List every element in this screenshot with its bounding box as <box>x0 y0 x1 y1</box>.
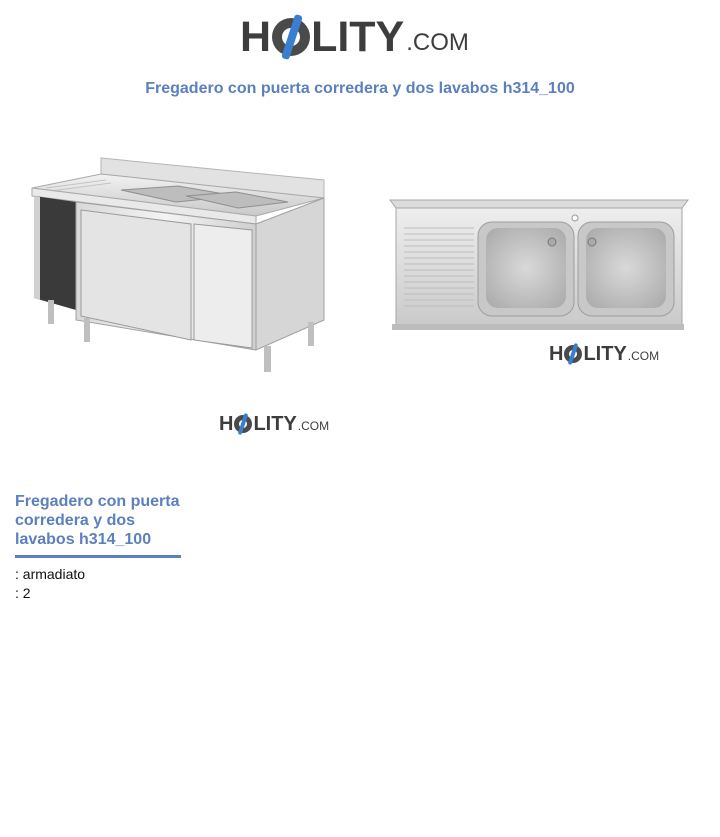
logo-o-icon <box>564 345 582 363</box>
holity-logo-watermark <box>549 344 659 364</box>
logo-letter-h: H <box>219 413 234 435</box>
logo-letter-h: H <box>549 343 564 365</box>
holity-logo[interactable] <box>240 13 469 61</box>
page-title: Fregadero con puerta corredera y dos lavabos h314_100 <box>145 80 575 97</box>
logo-com: .COM <box>627 349 660 363</box>
logo-com: .COM <box>406 29 469 56</box>
logo-o-icon <box>234 415 252 433</box>
logo-letters: LITY <box>253 413 297 435</box>
logo-letters: LITY <box>311 13 405 61</box>
spec-line: : 2 <box>15 585 31 601</box>
sink-image <box>388 194 690 334</box>
logo-letter-h: H <box>240 13 272 61</box>
product-title: Fregadero con puerta corredera y dos lavabos h314_100 <box>15 492 181 558</box>
spec-line: : armadiato <box>15 566 86 582</box>
logo-letters: LITY <box>583 343 627 365</box>
logo-o-icon <box>272 18 310 56</box>
cabinet-image <box>26 150 330 378</box>
holity-logo-watermark <box>219 414 329 434</box>
logo-com: .COM <box>297 419 330 433</box>
